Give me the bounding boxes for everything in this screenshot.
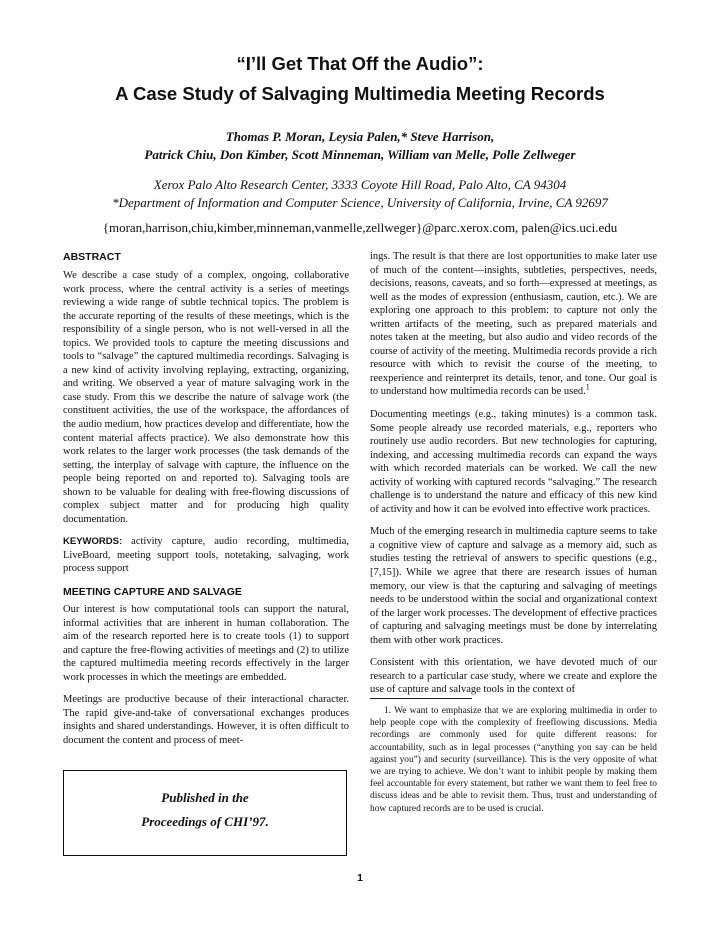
abstract-text: We describe a case study of a complex, ongoing, collaborative work process, where the central activity is a series of meetings reviewing a wide range of subtle technical topics. The problem is the accurate reporting of the results of these meetings, which is the responsibility of a single person, who is not well-versed in all the topics. We provided tools to capture the meeting discussions and tools to “salvage” the captured multimedia recordings. Salvaging is a new kind of activity involving replaying, extracting, organizing, and writing. We observed a year of mature salvaging work in the case study. From this we describe the nature of salvage work (the constituent activities, the use of the workspace, the affordances of the audio medium, how practices develop and differentiate, how the content material affects practice). We also demonstrate how this work relates to the larger work processes (the task demands of the setting, the interplay of salvage with capture, the influence on the people being reported on and reported to). Salvaging tools are shown to be valuable for dealing with free-flowing discussions of complex subject matter and for producing high quality documentation. [63,270,349,525]
abstract-heading: ABSTRACT [63,251,121,263]
authors-line2: Patrick Chiu, Don Kimber, Scott Minneman, William van Melle, Polle Zellweger [144,147,576,162]
paper-title-line1: “I’ll Get That Off the Audio”: [236,53,484,74]
keywords-label: KEYWORDS: [63,536,123,548]
author-emails: {moran,harrison,chiu,kimber,minneman,vanmelle,zellweger}@parc.xerox.com, palen@ics.uci.edu [102,220,618,235]
published-in-line2: Proceedings of CHI’97. [141,814,269,829]
right-paragraph-4: Consistent with this orientation, we have devoted much of our research to a particular case study, where we create and explore the use of capture and salvage tools in the context of [370,657,657,696]
section1-paragraph-2: Meetings are productive because of their interactional character. The rapid give-and-take of conversational exchanges produces insights and shared understandings. However, it is often difficult to document the content and process of meet- [63,694,349,746]
footnote-text: We want to emphasize that we are exploring multimedia in order to help people cope with the complexity of freeflowing discussions. Media recordings are commonly used for quite different reasons: for accountability, such as in legal processes (“anything you say can be held against you”) and security (surveillance). This is the very opposite of what we are trying to achieve. We don’t want to inhibit people by making them feel accountable for every statement, but rather we want them to feel free to discuss ideas and be able to revisit them. Thus, trust and understanding of how captured records are to be used is crucial. [370,705,657,814]
authors-line1: Thomas P. Moran, Leysia Palen,* Steve Harrison, [225,129,495,144]
footnote-number: 1. [384,705,392,716]
paper-title-line2: A Case Study of Salvaging Multimedia Meeting Records [115,83,605,104]
affiliation-xerox: Xerox Palo Alto Research Center, 3333 Coyote Hill Road, Palo Alto, CA 94304 [153,177,567,192]
keywords [63,535,349,576]
affiliation-uci: *Department of Information and Computer Science, University of California, Irvine, CA 92697 [112,195,608,210]
right-column [370,250,657,815]
section-heading-meeting-capture: MEETING CAPTURE AND SALVAGE [63,586,242,599]
section1-paragraph-1: Our interest is how computational tools can support the natural, informal activities that are inherent in human collaboration. The aim of the research reported here is to create tools (1) to support and capture the free-flowing activities of meetings and (2) to utilize the captured multimedia meeting records effectively in the larger work processes in which the meetings are embedded. [63,604,349,683]
footnote-mark: 1 [585,382,590,392]
published-in-box [63,770,347,856]
right-paragraph-3: Much of the emerging research in multimedia capture seems to take a cognitive view of capture and salvage as a memory aid, such as studies testing the retrieval of answers to specific questions (e.g., [7,15]). While we agree that there are research issues of human memory, our view is that the capturing and salvaging of meetings needs to be understood within the social and organizational context of the larger work processes. The development of effective practices of capturing and salvaging meetings must be done by interrelating them with other work practices. [370,526,657,646]
footnote [370,705,657,815]
page-number: 1 [357,872,363,884]
footnote-rule [370,698,472,699]
keywords-text: activity capture, audio recording, multimedia, LiveBoard, meeting support tools, notetaking, salvaging, work process support [63,536,349,575]
left-column [63,250,349,748]
published-in-line1: Published in the [161,790,249,805]
right-paragraph-1-text: ings. The result is that there are lost opportunities to make later use of much of the content—insights, subtleties, perspectives, needs, decisions, reasons, caveats, and so forth—expressed at meetings, as well as the modes of expression (enthusiasm, caution, etc.). We are exploring one approach to this problem: to capture not only the written artifacts of the meeting, such as prepared materials and notes taken at the meeting, but also audio and video records of the course of activity of the meeting. Multimedia records provide a rich resource with which to revisit the course of the meeting, to reexperience and reinterpret its details, tenor, and tone. Our goal is to understand how multimedia records can be used. [370,251,657,398]
right-paragraph-2: Documenting meetings (e.g., taking minutes) is a common task. Some people already use recorded materials, e.g., reporters who routinely use audio recorders. But new technologies for capturing, indexing, and accessing multimedia records can expand the ways with which recorded materials can be worked. We call the new activity of working with captured records “salvaging.” The research challenge is to understand the nature and efficacy of this new kind of activity and how it can be evolved into effective work practices. [370,409,657,515]
right-paragraph-1 [370,250,657,399]
